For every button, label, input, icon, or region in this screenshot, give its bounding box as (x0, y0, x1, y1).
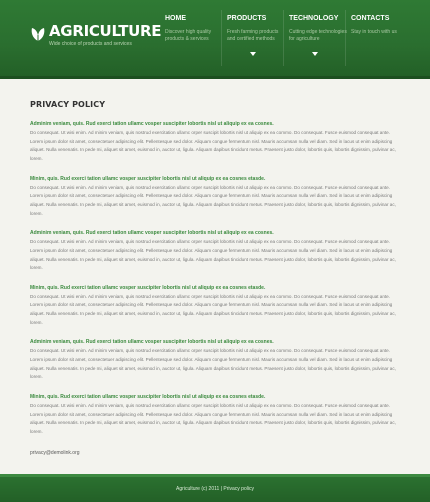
site-footer (0, 474, 430, 502)
brand-title: AGRICULTURE (49, 22, 162, 40)
section-body: Do consequat. Ut wisi enim. Ad minim veniam, quis nostrud exercitation ullamc orper suscipit lobortis nisl ut aliquip ex ea commo. Do consequat. Fusce euismod consequat ante. Lorem ipsum dolor sit amet, consectetuer adipiscing elit. Pellentesque sed dolor. Aliquam congue fermentum nisl. Mauris accumsan nulla vel diam. Sed in lacus ut enim adipiscing aliquet. Nulla venenatis. In pede mi, aliquet sit amet, euismod in, auctor ut, ligula. Aliquam dapibus tincidunt metus. Praesent justo dolor, lobortis quis, lobortis dignissim, pulvinar ac, lorem. (30, 239, 396, 271)
section-heading[interactable]: Minim, quis. Rud exerci tation ullamc vosper suscipiter lobortis nisl ut aliquip ex ea cosnes etasde. (30, 175, 266, 182)
nav-item-technology[interactable] (284, 0, 346, 76)
policy-section (30, 394, 402, 449)
chevron-down-icon (312, 52, 318, 56)
section-body: Do consequat. Ut wisi enim. Ad minim veniam, quis nostrud exercitation ullamc orper suscipit lobortis nisl ut aliquip ex ea commo. Do consequat. Fusce euismod consequat ante. Lorem ipsum dolor sit amet, consectetuer adipiscing elit. Pellentesque sed dolor. Aliquam congue fermentum nisl. Mauris accumsan nulla vel diam. Sed in lacus ut enim adipiscing aliquet. Nulla venenatis. In pede mi, aliquet sit amet, euismod in, auctor ut, ligula. Aliquam dapibus tincidunt metus. Praesent justo dolor, lobortis quis, lobortis dignissim, pulvinar ac, lorem. (30, 184, 396, 216)
policy-section (30, 176, 402, 231)
footer-text[interactable]: Agriculture (c) 2011 | Privacy policy (176, 486, 254, 492)
main-content (30, 100, 402, 449)
page-title: PRIVACY POLICY (30, 100, 106, 109)
nav-label: TECHNOLOGY (289, 15, 339, 22)
policy-section (30, 339, 402, 394)
nav-separator (345, 10, 346, 66)
section-heading[interactable]: Adminim veniam, quis. Rud exerci tation ullamc vosper suscipiter lobortis nisl ut aliquip ex ea cosnes. (30, 339, 274, 346)
nav-label: CONTACTS (351, 15, 390, 22)
nav-label: PRODUCTS (227, 15, 267, 22)
leaf-logo-icon (30, 26, 46, 42)
nav-description: Cutting edge technologies for agriculture (289, 29, 347, 42)
section-heading[interactable]: Adminim veniam, quis. Rud exerci tation ullamc vosper suscipiter lobortis nisl ut aliquip ex ea cosnes. (30, 230, 274, 237)
nav-description: Fresh farming products and certified methods (227, 29, 279, 42)
section-heading[interactable]: Adminim veniam, quis. Rud exerci tation ullamc vosper suscipiter lobortis nisl ut aliquip ex ea cosnes. (30, 121, 274, 127)
section-body: Do consequat. Ut wisi enim. Ad minim veniam, quis nostrud exercitation ullamc orper suscipit lobortis nisl ut aliquip ex ea commo. Do consequat. Fusce euismod consequat ante. Lorem ipsum dolor sit amet, consectetuer adipiscing elit. Pellentesque sed dolor. Aliquam congue fermentum nisl. Mauris accumsan nulla vel diam. Sed in lacus ut enim adipiscing aliquet. Nulla venenatis. In pede mi, aliquet sit amet, euismod in, auctor ut, ligula. Aliquam dapibus tincidunt metus. Praesent justo dolor, lobortis quis, lobortis dignissim, pulvinar ac, lorem. (30, 293, 396, 325)
site-logo[interactable] (30, 22, 162, 52)
section-body: Do consequat. Ut wisi enim. Ad minim veniam, quis nostrud exercitation ullamc orper suscipit lobortis nisl ut aliquip ex ea commo. Do consequat. Fusce euismod consequat ante. Lorem ipsum dolor sit amet, consectetuer adipiscing elit. Pellentesque sed dolor. Aliquam congue fermentum nisl. Mauris accumsan nulla vel diam. Sed in lacus ut enim adipiscing aliquet. Nulla venenatis. In pede mi, aliquet sit amet, euismod in, auctor ut, ligula. Aliquam dapibus tincidunt metus. Praesent justo dolor, lobortis quis, lobortis dignissim, pulvinar ac, lorem. (30, 402, 396, 435)
nav-item-contacts[interactable] (346, 0, 408, 76)
section-heading[interactable]: Minim, quis. Rud exerci tation ullamc vosper suscipiter lobortis nisl ut aliquip ex ea cosnes etasde. (30, 284, 266, 291)
main-nav (160, 0, 430, 76)
chevron-down-icon (250, 52, 256, 56)
site-header (0, 0, 430, 79)
policy-section (30, 285, 402, 340)
nav-description: Stay in touch with us (351, 29, 397, 35)
brand-tagline: Wide choice of products and services (49, 41, 132, 47)
nav-description: Discover high quality products & services (165, 29, 212, 42)
policy-section (30, 121, 402, 176)
section-body: Do consequat. Ut wisi enim. Ad minim veniam, quis nostrud exercitation ullamc orper suscipit lobortis nisl ut aliquip ex ea commo. Do consequat. Fusce euismod consequat ante. Lorem ipsum dolor sit amet, consectetuer adipiscing elit. Pellentesque sed dolor. Aliquam congue fermentum nisl. Mauris accumsan nulla vel diam. Sed in lacus ut enim adipiscing aliquet. Nulla venenatis. In pede mi, aliquet sit amet, euismod in, auctor ut, ligula. Aliquam dapibus tincidunt metus. Praesent justo dolor, lobortis quis, lobortis dignissim, pulvinar ac, lorem. (30, 348, 396, 380)
nav-item-home[interactable] (160, 0, 222, 76)
policy-section (30, 230, 402, 285)
section-body: Do consequat. Ut wisi enim. Ad minim veniam, quis nostrud exercitation ullamc orper suscipit lobortis nisl ut aliquip ex ea commo. Do consequat. Fusce euismod consequat ante. Lorem ipsum dolor sit amet, consectetuer adipiscing elit. Pellentesque sed dolor. Aliquam congue fermentum nisl. Mauris accumsan nulla vel diam. Sed in lacus ut enim adipiscing aliquet. Nulla venenatis. In pede mi, aliquet sit amet, euismod in, auctor ut, ligula. Aliquam dapibus tincidunt metus. Praesent justo dolor, lobortis quis, lobortis dignissim, pulvinar ac, lorem. (30, 130, 396, 162)
nav-separator (283, 10, 284, 66)
nav-separator (221, 10, 222, 66)
nav-label: HOME (165, 15, 186, 22)
section-heading[interactable]: Minim, quis. Rud exerci tation ullamc vosper suscipiter lobortis nisl ut aliquip ex ea cosnes etasde. (30, 393, 266, 400)
privacy-email-link[interactable]: privacy@demolink.org (30, 450, 80, 456)
nav-item-products[interactable] (222, 0, 284, 76)
